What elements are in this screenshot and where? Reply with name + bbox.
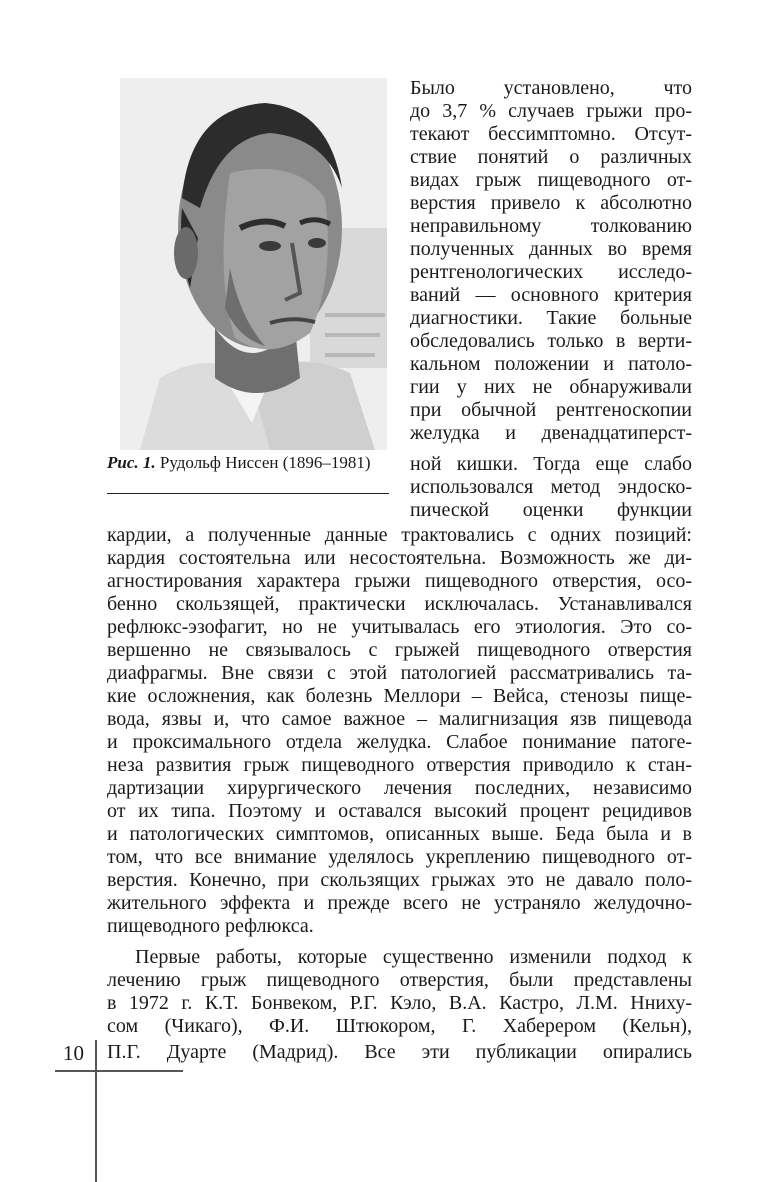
folio-rule-horizontal [55, 1070, 183, 1072]
text-line: кардии, а полученные данные трактовались с одних позиций: [107, 524, 692, 546]
text-line: диафрагмы. Вне связи с этой патологией рассматривались та- [107, 662, 692, 684]
text-line: вершенно не связывалось с грыжей пищеводного отверстия [107, 639, 692, 661]
text-line: верстия привело к абсолютно [410, 192, 692, 214]
text-line: кардия состоятельна или несостоятельна. Возможность же ди- [107, 547, 692, 569]
text-line: лечению грыж пищеводного отверстия, были представлены [107, 969, 692, 991]
caption-rule [107, 493, 389, 494]
text-line: Было установлено, что [410, 77, 692, 99]
text-line: жительного эффекта и прежде всего не устраняло желудочно- [107, 892, 692, 914]
text-line: неза развития грыж пищеводного отверстия приводило к стан- [107, 754, 692, 776]
text-line: ной кишки. Тогда еще слабо [410, 453, 692, 475]
text-line: желудка и двенадцатиперст- [410, 422, 692, 444]
text-line: и патологических симптомов, описанных выше. Беда была и в [107, 823, 692, 845]
figure-caption-text: Рудольф Ниссен (1896–1981) [159, 453, 371, 472]
text-line: гии у них не обнаруживали [410, 376, 692, 398]
text-line: кальном положении и патоло- [410, 353, 692, 375]
text-line: видах грыж пищеводного от- [410, 169, 692, 191]
text-line: до 3,7 % случаев грыжи про- [410, 100, 692, 122]
text-line: ствие понятий о различных [410, 146, 692, 168]
text-line: ваний — основного критерия [410, 284, 692, 306]
text-line: вода, язвы и, что самое важное – малигнизация язв пищевода [107, 708, 692, 730]
text-line: в 1972 г. К.Т. Бонвеком, Р.Г. Кэло, В.А. Кастро, Л.М. Нниху- [107, 992, 692, 1014]
text-line: диагностики. Такие больные [410, 307, 692, 329]
text-line: П.Г. Дуарте (Мадрид). Все эти публикации опирались [107, 1041, 692, 1063]
figure-caption [107, 452, 407, 474]
text-line: том, что все внимание уделялось укреплению пищеводного от- [107, 846, 692, 868]
text-line: и проксимального отдела желудка. Слабое понимание патоге- [107, 731, 692, 753]
folio-rule-vertical [95, 1040, 97, 1182]
portrait-photo [120, 78, 387, 450]
figure-label: Рис. 1. [107, 453, 156, 472]
text-line: рефлюкс-эзофагит, но не учитывалась его этиология. Это со- [107, 616, 692, 638]
text-line: от их типа. Поэтому и оставался высокий процент рецидивов [107, 800, 692, 822]
text-line: при обычной рентгеноскопии [410, 399, 692, 421]
text-line: пищеводного рефлюкса. [107, 915, 314, 937]
text-line: кие осложнения, как болезнь Меллори – Вейса, стенозы пище- [107, 685, 692, 707]
text-line: неправильному толкованию [410, 215, 692, 237]
text-line: агностирования характера грыжи пищеводного отверстия, осо- [107, 570, 692, 592]
text-line: рентгенологических исследо- [410, 261, 692, 283]
text-line: текают бессимптомно. Отсут- [410, 123, 692, 145]
page-number: 10 [63, 1041, 84, 1065]
text-line: обследовались только в верти- [410, 330, 692, 352]
text-line: дартизации хирургического лечения последних, независимо [107, 777, 692, 799]
text-line: бенно скользящей, практически исключалась. Устанавливался [107, 593, 692, 615]
text-line: использовался метод эндоско- [410, 476, 692, 498]
text-line: Первые работы, которые существенно изменили подход к [135, 946, 692, 968]
text-line: полученных данных во время [410, 238, 692, 260]
text-line: сом (Чикаго), Ф.И. Штюкором, Г. Хаберером (Кельн), [107, 1015, 692, 1037]
text-line: верстия. Конечно, при скользящих грыжах это не давало поло- [107, 869, 692, 891]
text-line: пической оценки функции [410, 499, 692, 521]
